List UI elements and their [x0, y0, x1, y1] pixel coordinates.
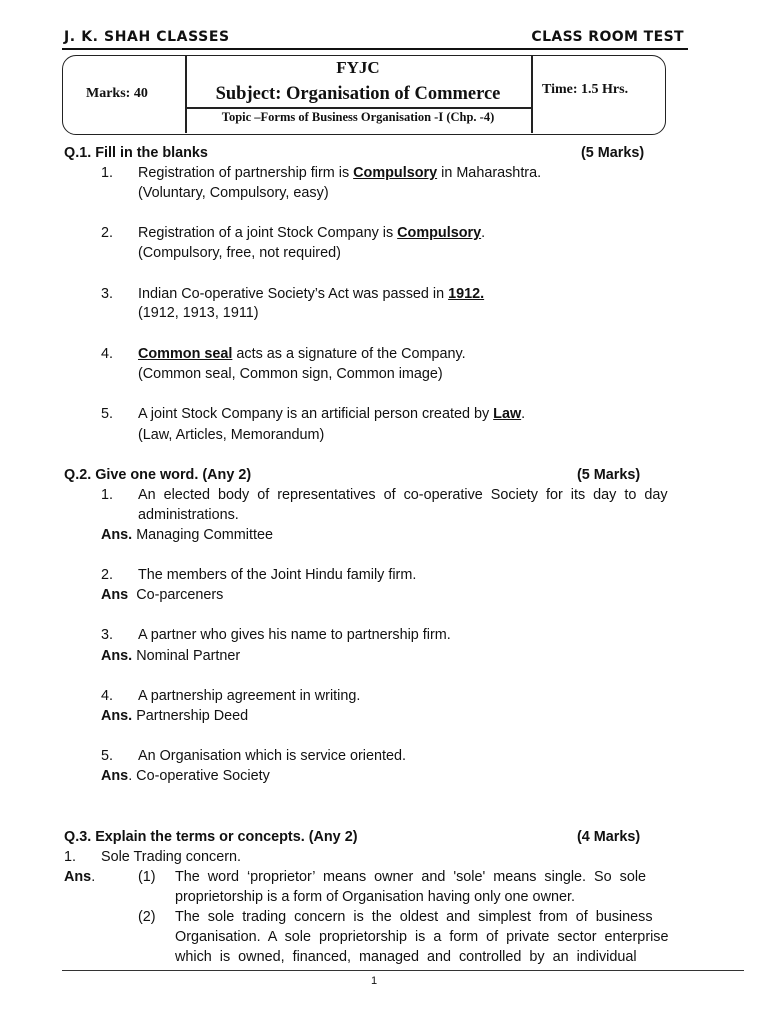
q2-item-number: 2. — [101, 567, 114, 583]
q3-point-line: proprietorship is a form of Organisation having only one owner. — [175, 889, 575, 905]
q1-item-number: 1. — [101, 165, 114, 181]
q3-point-line: which is owned, financed, managed and controlled by an individual — [175, 949, 637, 965]
q3-item-text: Sole Trading concern. — [101, 849, 241, 865]
header-rule — [62, 48, 688, 50]
q3-point-line: The word ‘proprietor’ means owner and 'sole' means single. So sole — [175, 869, 647, 885]
q2-item-question: The members of the Joint Hindu family firm. — [138, 567, 417, 583]
q3-point-number: (1) — [138, 869, 156, 885]
subject-label: Subject: Organisation of Commerce — [215, 84, 501, 104]
q1-item-options: (1912, 1913, 1911) — [138, 305, 259, 321]
q1-item-answer: Compulsory — [397, 225, 482, 241]
q3-point-line: The sole trading concern is the oldest and simplest from of business — [175, 909, 653, 925]
q2-item-question-cont: administrations. — [138, 507, 239, 523]
q2-item-number: 4. — [101, 688, 114, 704]
q2-item-number: 1. — [101, 487, 114, 503]
topic-label: Topic –Forms of Business Organisation -I (Chp. -4) — [221, 110, 495, 124]
q2-item-answer: Ans Co-parceners — [101, 587, 224, 603]
q1-item-options: (Voluntary, Compulsory, easy) — [138, 185, 329, 201]
q1-item-text: Indian Co-operative Society’s Act was passed in 1912. — [138, 286, 485, 302]
class-label: FYJC — [336, 58, 380, 77]
q1-item-options: (Compulsory, free, not required) — [138, 245, 341, 261]
q3-answer-label: Ans. — [64, 869, 96, 885]
q2-item-number: 5. — [101, 748, 114, 764]
q3-marks: (4 Marks) — [577, 829, 641, 845]
q2-item-question: A partner who gives his name to partnership firm. — [138, 627, 451, 643]
q1-item-answer: Law — [493, 406, 522, 422]
q3-title: Q.3. Explain the terms or concepts. (Any 2) — [64, 829, 358, 845]
q2-marks: (5 Marks) — [577, 467, 641, 483]
q3-item-number: 1. — [64, 849, 77, 865]
q2-item-answer: Ans. Nominal Partner — [101, 648, 241, 664]
q2-item-answer: Ans. Managing Committee — [101, 527, 273, 543]
q1-item-number: 2. — [101, 225, 114, 241]
q1-item-text: Common seal acts as a signature of the Company. — [138, 346, 466, 362]
institute-name: J. K. SHAH CLASSES — [64, 29, 230, 45]
page-number: 1 — [371, 975, 378, 987]
q1-item-answer: Common seal — [138, 346, 233, 362]
q2-item-question: An elected body of representatives of co-operative Society for its day to day — [138, 487, 668, 503]
footer-rule — [62, 970, 744, 971]
q1-item-number: 5. — [101, 406, 114, 422]
q2-item-answer: Ans. Co-operative Society — [101, 768, 270, 784]
q1-item-text: Registration of a joint Stock Company is Compulsory. — [138, 225, 486, 241]
q1-item-answer: Compulsory — [353, 165, 438, 181]
time-label: Time: 1.5 Hrs. — [542, 82, 629, 97]
q2-title: Q.2. Give one word. (Any 2) — [64, 467, 252, 483]
q2-item-answer: Ans. Partnership Deed — [101, 708, 249, 724]
q2-item-question: An Organisation which is service oriented. — [138, 748, 406, 764]
marks-label: Marks: 40 — [86, 86, 148, 101]
q1-item-answer: 1912. — [448, 286, 485, 302]
q2-item-number: 3. — [101, 627, 114, 643]
q3-point-line: Organisation. A sole proprietorship is a form of private sector enterprise — [175, 929, 669, 945]
q3-point-number: (2) — [138, 909, 156, 925]
q1-item-options: (Law, Articles, Memorandum) — [138, 427, 325, 443]
info-box-divider-right — [531, 55, 533, 133]
q1-item-number: 3. — [101, 286, 114, 302]
q1-item-number: 4. — [101, 346, 114, 362]
test-type: CLASS ROOM TEST — [531, 29, 684, 45]
q1-marks: (5 Marks) — [581, 145, 645, 161]
q2-item-question: A partnership agreement in writing. — [138, 688, 361, 704]
q1-title: Q.1. Fill in the blanks — [64, 145, 208, 161]
q1-item-options: (Common seal, Common sign, Common image) — [138, 366, 443, 382]
q1-item-text: Registration of partnership firm is Compulsory in Maharashtra. — [138, 165, 542, 181]
q1-item-text: A joint Stock Company is an artificial person created by Law. — [138, 406, 526, 422]
info-box-topic-rule — [185, 107, 531, 109]
